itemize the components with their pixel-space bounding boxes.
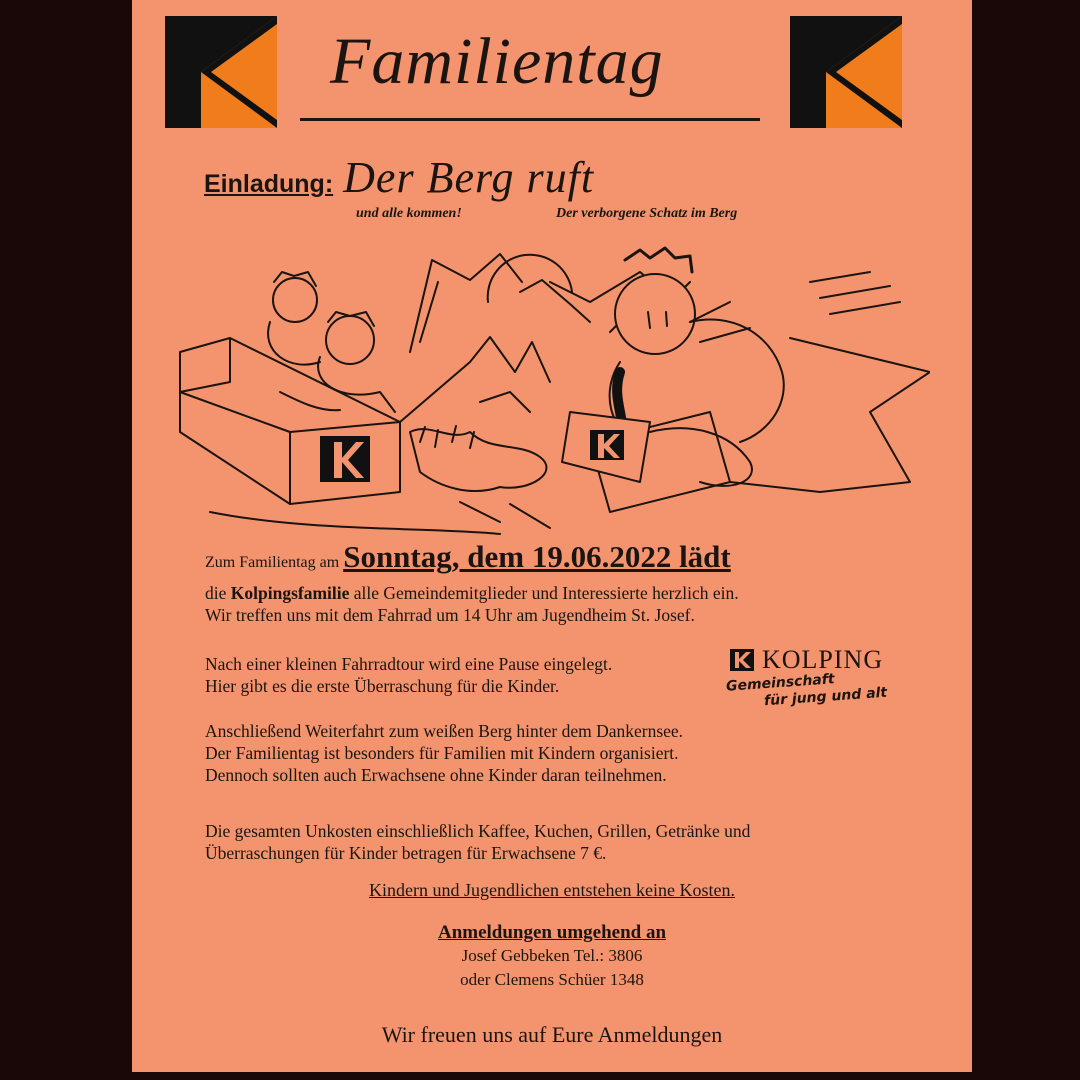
registration-contact-2: oder Clemens Schüer 1348 xyxy=(460,970,644,989)
registration-heading: Anmeldungen umgehend an xyxy=(437,922,667,943)
kolping-tagline-1: Gemeinschaft xyxy=(725,671,836,695)
children-treasure-illustration-icon xyxy=(170,242,930,542)
kolping-wordmark: KOLPING xyxy=(762,645,884,674)
intro-line-2 xyxy=(205,583,739,604)
invitation-line xyxy=(204,152,594,203)
para4-line-1: Die gesamten Unkosten einschließlich Kaffee, Kuchen, Grillen, Getränke und xyxy=(205,821,751,841)
invitation-motto: Der Berg ruft xyxy=(343,153,595,202)
para3-line-1: Anschließend Weiterfahrt zum weißen Berg hinter dem Dankernsee. xyxy=(205,721,684,741)
free-for-kids-note: Kindern und Jugendlichen entstehen keine Kosten. xyxy=(369,880,735,900)
title-underline xyxy=(300,118,760,121)
intro-lead: Zum Familientag am xyxy=(205,554,344,571)
closing-line: Wir freuen uns auf Eure Anmeldungen xyxy=(381,1022,723,1047)
registration-contact-1: Josef Gebbeken Tel.: 3806 xyxy=(461,946,643,965)
para2-line-2: Hier gibt es die erste Überraschung für die Kinder. xyxy=(205,676,560,696)
subtitle-left: und alle kommen! xyxy=(356,206,462,221)
intro-line-3: Wir treffen uns mit dem Fahrrad um 14 Uhr am Jugendheim St. Josef. xyxy=(205,605,695,625)
organizer-name: Kolpingsfamilie xyxy=(230,583,350,603)
subtitle-right: Der verborgene Schatz im Berg xyxy=(556,206,738,221)
title-block xyxy=(300,22,760,126)
kolping-tagline-2: für jung und alt xyxy=(763,684,888,710)
kolping-k-logo-left-icon xyxy=(165,16,277,128)
intro-line-2-pre: die xyxy=(205,583,231,603)
para3-line-3: Dennoch sollten auch Erwachsene ohne Kinder daran teilnehmen. xyxy=(205,765,667,785)
invitation-label: Einladung: xyxy=(204,170,334,198)
para2-line-1: Nach einer kleinen Fahrradtour wird eine Pause eingelegt. xyxy=(205,654,613,674)
event-date: Sonntag, dem 19.06.2022 lädt xyxy=(343,539,731,574)
page-title: Familientag xyxy=(330,25,664,98)
kolping-k-small-logo-icon xyxy=(730,649,754,671)
para3-line-2: Der Familientag ist besonders für Familien mit Kindern organisiert. xyxy=(205,743,679,763)
intro-line-2-post: alle Gemeindemitglieder und Interessierte herzlich ein. xyxy=(349,583,739,603)
para4-line-2: Überraschungen für Kinder betragen für Erwachsene 7 €. xyxy=(205,843,607,863)
intro-line-1 xyxy=(205,539,731,574)
kolping-k-logo-right-icon xyxy=(790,16,902,128)
kolping-badge xyxy=(726,645,896,717)
